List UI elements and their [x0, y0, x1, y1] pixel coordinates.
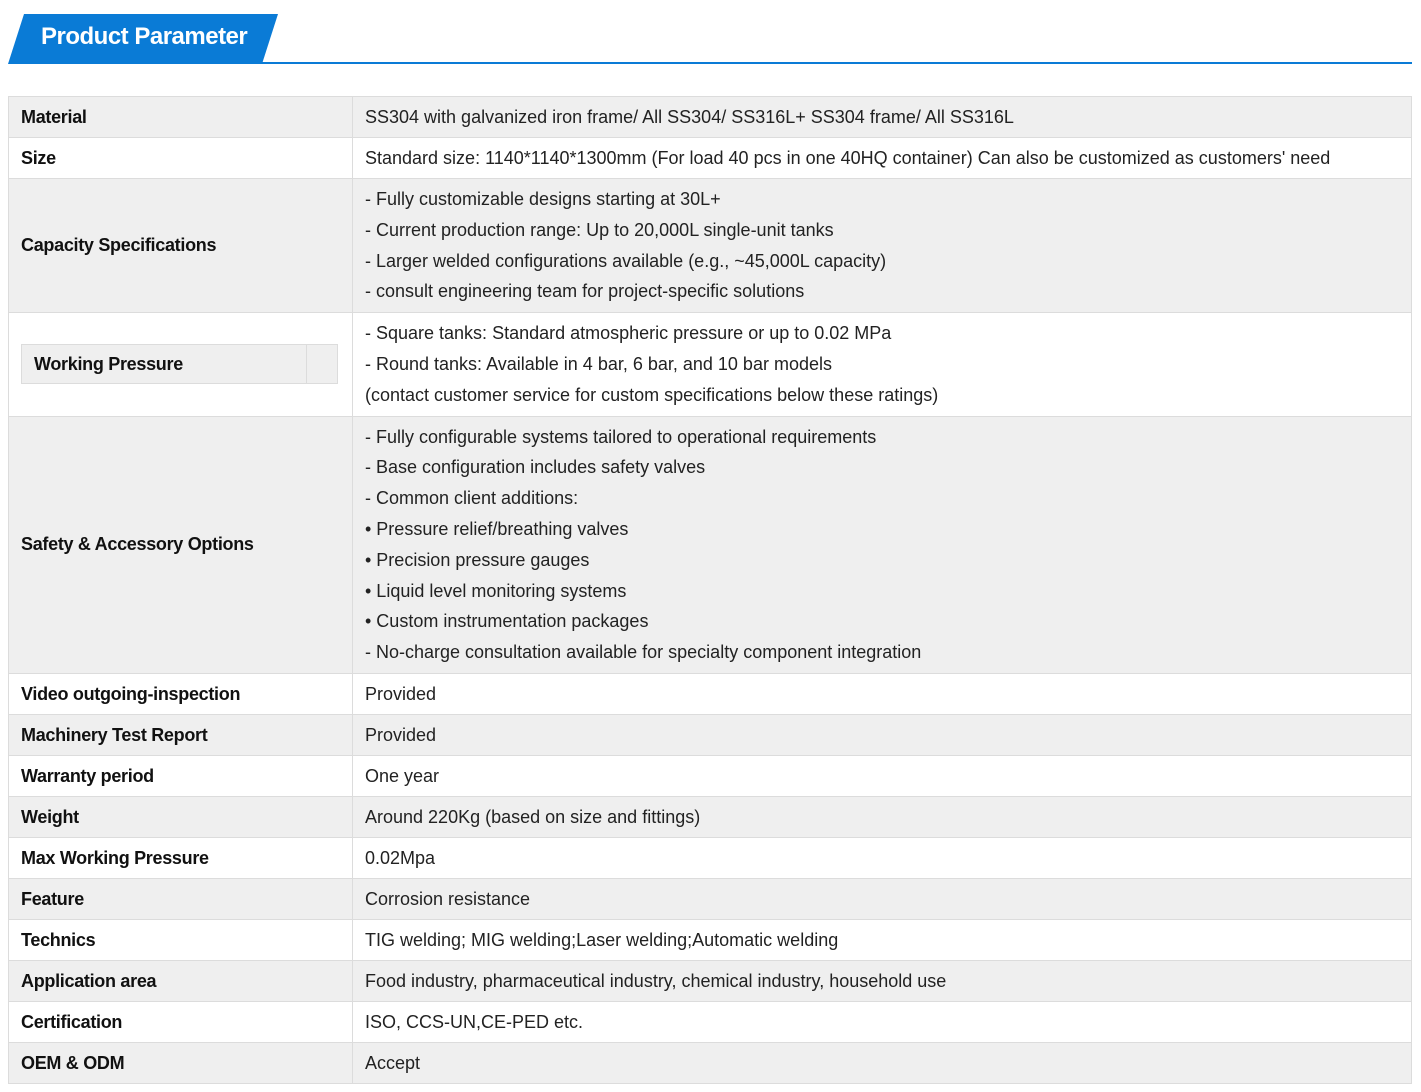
row-label: Size — [9, 138, 353, 179]
row-label-cell — [9, 313, 353, 416]
value-line: - Fully customizable designs starting at 30L+ — [365, 189, 721, 209]
header-underline — [262, 62, 1412, 64]
value-line: SS304 with galvanized iron frame/ All SS304/ SS316L+ SS304 frame/ All SS316L — [365, 106, 1014, 127]
row-value — [353, 714, 1412, 755]
value-line: - Common client additions: — [365, 488, 579, 509]
table-row-working-pressure — [9, 313, 1412, 416]
value-line: Food industry, pharmaceutical industry, chemical industry, household use — [365, 970, 947, 991]
value-line: (contact customer service for custom specifications below these ratings) — [365, 384, 939, 405]
value-line: • Precision pressure gauges — [365, 549, 590, 570]
row-label: Working Pressure — [34, 354, 183, 375]
value-line: One year — [365, 765, 440, 786]
table-row-technics — [9, 919, 1412, 960]
table-row-test-report — [9, 714, 1412, 755]
value-line: 0.02Mpa — [365, 847, 436, 868]
table-row-size — [9, 138, 1412, 179]
table-row-certification — [9, 1001, 1412, 1042]
value-line: - Current production range: Up to 20,000L single-unit tanks — [365, 219, 834, 240]
table-row-oem-odm — [9, 1042, 1412, 1083]
table-row-weight — [9, 796, 1412, 837]
value-line: - Larger welded configurations available (e.g., ~45,000L capacity) — [365, 250, 887, 271]
value-line: Standard size: 1140*1140*1300mm (For load 40 pcs in one 40HQ container) Can also be customized as customers' need — [365, 147, 1331, 168]
empty-cell — [306, 345, 337, 383]
row-value — [353, 878, 1412, 919]
value-line: Provided — [365, 683, 437, 704]
row-value — [353, 673, 1412, 714]
table-row-max-pressure — [9, 837, 1412, 878]
value-line: • Liquid level monitoring systems — [365, 580, 627, 601]
row-value — [353, 796, 1412, 837]
value-line: Provided — [365, 724, 437, 745]
row-label: Feature — [9, 878, 353, 919]
value-line: Around 220Kg (based on size and fittings) — [365, 806, 701, 827]
section-header — [8, 14, 1412, 66]
row-label: Video outgoing-inspection — [9, 673, 353, 714]
table-row-safety-options — [9, 416, 1412, 673]
value-line: - Base configuration includes safety valves — [365, 457, 706, 478]
table-row-capacity — [9, 179, 1412, 313]
value-line: - consult engineering team for project-specific solutions — [365, 281, 805, 302]
row-value — [353, 313, 1412, 416]
nested-label-box — [21, 344, 338, 384]
row-value — [353, 179, 1412, 313]
section-title: Product Parameter — [41, 23, 248, 50]
row-label: Weight — [9, 796, 353, 837]
row-value — [353, 416, 1412, 673]
row-label: Technics — [9, 919, 353, 960]
table-row-video-inspection — [9, 673, 1412, 714]
value-line: TIG welding; MIG welding;Laser welding;Automatic welding — [365, 929, 839, 950]
row-label: Safety & Accessory Options — [9, 416, 353, 673]
row-label: OEM & ODM — [9, 1042, 353, 1083]
value-line: - Fully configurable systems tailored to operational requirements — [365, 426, 877, 447]
row-value — [353, 1042, 1412, 1083]
row-value — [353, 960, 1412, 1001]
row-label: Certification — [9, 1001, 353, 1042]
value-line: • Pressure relief/breathing valves — [365, 518, 629, 539]
value-line: - Square tanks: Standard atmospheric pressure or up to 0.02 MPa — [365, 323, 892, 344]
row-label: Warranty period — [9, 755, 353, 796]
value-line: - Round tanks: Available in 4 bar, 6 bar, and 10 bar models — [365, 353, 832, 374]
row-value — [353, 138, 1412, 179]
row-value — [353, 755, 1412, 796]
table-row-feature — [9, 878, 1412, 919]
row-label: Max Working Pressure — [9, 837, 353, 878]
product-parameter-table — [8, 96, 1412, 1084]
row-label: Capacity Specifications — [9, 179, 353, 313]
row-label: Machinery Test Report — [9, 714, 353, 755]
value-line: - No-charge consultation available for specialty component integration — [365, 642, 922, 663]
value-line: Corrosion resistance — [365, 888, 531, 909]
table-row-application — [9, 960, 1412, 1001]
row-value — [353, 837, 1412, 878]
row-value — [353, 919, 1412, 960]
row-value — [353, 97, 1412, 138]
table-row-material — [9, 97, 1412, 138]
value-line: ISO, CCS-UN,CE-PED etc. — [365, 1011, 584, 1032]
row-label: Application area — [9, 960, 353, 1001]
row-value — [353, 1001, 1412, 1042]
table-row-warranty — [9, 755, 1412, 796]
value-line: Accept — [365, 1052, 421, 1073]
row-label: Material — [9, 97, 353, 138]
value-line: • Custom instrumentation packages — [365, 611, 649, 632]
